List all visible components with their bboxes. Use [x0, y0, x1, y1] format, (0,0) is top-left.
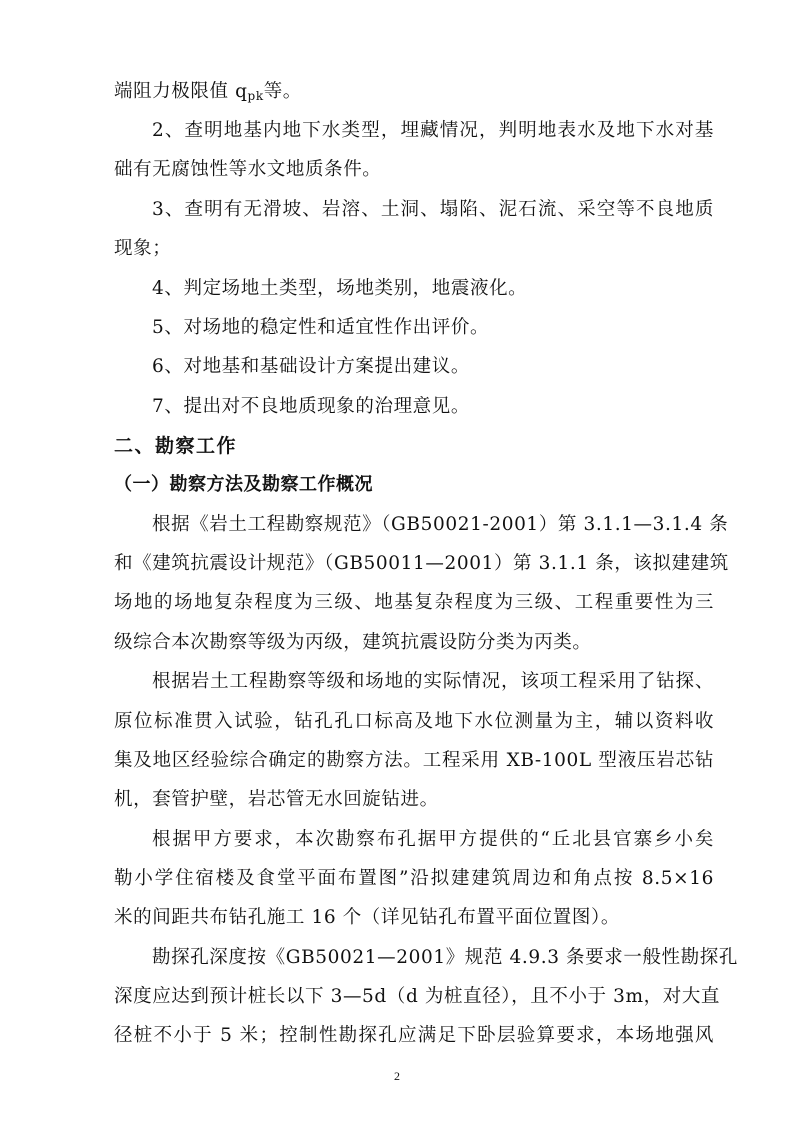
paragraph-line: 2、查明地基内地下水类型，埋藏情况，判明地表水及地下水对基 — [152, 120, 714, 141]
paragraph-line: 6、对地基和基础设计方案提出建议。 — [152, 356, 470, 377]
paragraph-line: 根据《岩土工程勘察规范》（GB50021-2001）第 3.1.1—3.1.4 条 — [152, 514, 729, 535]
paragraph-line: 现象； — [114, 238, 172, 259]
paragraph-line: 勘探孔深度按《GB50021—2001》规范 4.9.3 条要求一般性勘探孔 — [152, 947, 738, 968]
paragraph-line: 7、提出对不良地质现象的治理意见。 — [152, 396, 470, 417]
paragraph-line: 础有无腐蚀性等水文地质条件。 — [114, 159, 382, 180]
paragraph-line: 4、判定场地土类型，场地类别，地震液化。 — [152, 278, 528, 299]
paragraph-line: 米的间距共布钻孔施工 16 个（详见钻孔布置平面位置图）。 — [114, 907, 620, 928]
section-heading: 二、勘察工作 — [114, 435, 238, 457]
paragraph-line: 原位标准贯入试验，钻孔孔口标高及地下水位测量为主，辅以资料收 — [114, 711, 714, 732]
subscript: pk — [247, 89, 264, 103]
text-run: 端阻力极限值 q — [114, 81, 248, 102]
paragraph-line: 和《建筑抗震设计规范》（GB50011—2001）第 3.1.1 条，该拟建建筑 — [114, 553, 729, 574]
paragraph-line: 径桩不小于 5 米；控制性勘探孔应满足下卧层验算要求，本场地强风 — [114, 1025, 714, 1046]
paragraph-line: 深度应达到预计桩长以下 3—5d（d 为桩直径），且不小于 3m，对大直 — [114, 986, 721, 1007]
paragraph-line — [114, 80, 714, 108]
page-number: 2 — [394, 1069, 400, 1083]
paragraph-line: 根据岩土工程勘察等级和场地的实际情况，该项工程采用了钻探、 — [152, 671, 714, 692]
paragraph-line: 勒小学住宿楼及食堂平面布置图”沿拟建建筑周边和角点按 8.5×16 — [114, 868, 714, 889]
paragraph-line: 场地的场地复杂程度为三级、地基复杂程度为三级、工程重要性为三 — [114, 592, 714, 613]
text-run: 等。 — [263, 81, 302, 102]
paragraph-line: 5、对场地的稳定性和适宜性作出评价。 — [152, 317, 490, 338]
paragraph-line: 3、查明有无滑坡、岩溶、土洞、塌陷、泥石流、采空等不良地质 — [152, 199, 714, 220]
subsection-heading: （一）勘察方法及勘察工作概况 — [114, 474, 373, 495]
paragraph-line: 根据甲方要求，本次勘察布孔据甲方提供的“丘北县官寨乡小矣 — [152, 829, 714, 850]
paragraph-line: 机，套管护壁，岩芯管无水回旋钻进。 — [114, 789, 439, 810]
paragraph-line: 级综合本次勘察等级为丙级，建筑抗震设防分类为丙类。 — [114, 632, 592, 653]
paragraph-line: 集及地区经验综合确定的勘察方法。工程采用 XB-100L 型液压岩芯钻 — [114, 750, 714, 771]
